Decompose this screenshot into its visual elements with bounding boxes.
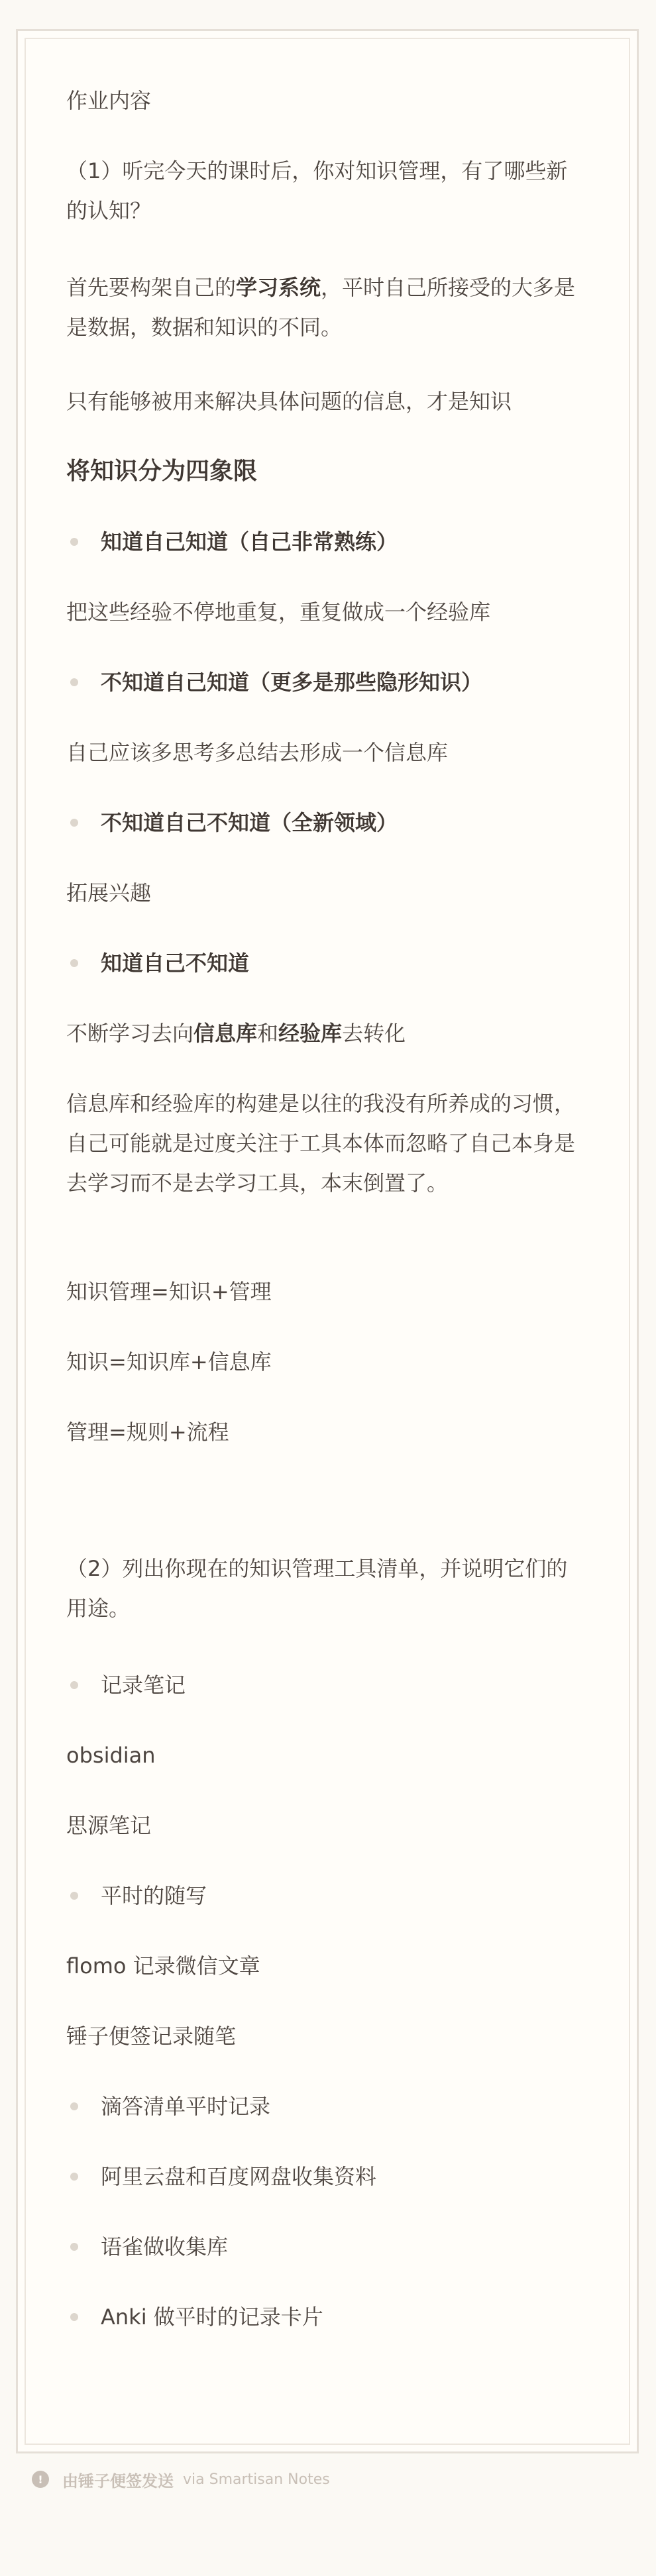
- footer-sub: via Smartisan Notes: [183, 2471, 330, 2488]
- bullet-anki: Anki 做平时的记录卡片: [101, 2304, 323, 2330]
- bullet-ticktick: 滴答清单平时记录: [101, 2094, 271, 2119]
- bullet-item: [66, 1665, 583, 1705]
- bullet-dot-icon: [70, 2313, 78, 2321]
- bullet-item: [66, 2297, 583, 2337]
- bullet-record-notes: 记录笔记: [101, 1673, 186, 1698]
- bullet-dot-icon: [70, 819, 78, 827]
- paragraph-reflection: 信息库和经验库的构建是以往的我没有所养成的习惯，自己可能就是过度关注于工具本体而忽略了自己本身是去学习而不是去学习工具，本末倒置了。: [66, 1091, 576, 1196]
- formula-management: 管理=规则+流程: [66, 1419, 229, 1445]
- text-keep-learning: 不断学习去向信息库和经验库去转化: [66, 1021, 406, 1046]
- bullet-unknown-unknown: 不知道自己不知道（全新领域）: [101, 810, 398, 835]
- tool-siyuan: 思源笔记: [66, 1813, 152, 1838]
- bullet-dot-icon: [70, 959, 78, 967]
- bullet-know-know: 知道自己知道（自己非常熟练）: [101, 529, 398, 554]
- bullet-dot-icon: [70, 1681, 78, 1689]
- bullet-daily-writing: 平时的随写: [101, 1883, 207, 1908]
- footer: [32, 2466, 330, 2493]
- bullet-cloud-drive: 阿里云盘和百度网盘收集资料: [101, 2164, 377, 2189]
- bullet-dot-icon: [70, 1892, 78, 1900]
- tool-obsidian: obsidian: [66, 1743, 156, 1768]
- tool-flomo: flomo 记录微信文章: [66, 1953, 260, 1979]
- bullet-dot-icon: [70, 538, 78, 546]
- bullet-item: [66, 803, 583, 843]
- bullet-item: [66, 522, 583, 562]
- bullet-item: [66, 943, 583, 983]
- text-experience-repeat: 把这些经验不停地重复，重复做成一个经验库: [66, 599, 491, 625]
- bullet-item: [66, 2087, 583, 2126]
- text-info-library: 自己应该多思考多总结去形成一个信息库: [66, 740, 449, 765]
- paragraph-learning-system: 首先要构架自己的学习系统，平时自己所接受的大多是是数据，数据和知识的不同。: [66, 275, 576, 340]
- bullet-item: [66, 2157, 583, 2196]
- tool-smartisan: 锤子便签记录随笔: [66, 2024, 237, 2049]
- text-expand-interest: 拓展兴趣: [66, 880, 152, 905]
- smartisan-logo-icon: !: [32, 2471, 49, 2488]
- bullet-item: [66, 1876, 583, 1916]
- question-1: （1）听完今天的课时后，你对知识管理，有了哪些新的认知？: [66, 158, 568, 223]
- paragraph-knowledge-definition: 只有能够被用来解决具体问题的信息，才是知识: [66, 389, 512, 414]
- bullet-dot-icon: [70, 2173, 78, 2181]
- note-title: 作业内容: [66, 88, 152, 113]
- question-2: （2）列出你现在的知识管理工具清单，并说明它们的用途。: [66, 1556, 568, 1621]
- bullet-item: [66, 2227, 583, 2267]
- bullet-know-unknown: 知道自己不知道: [101, 951, 250, 976]
- bullet-dot-icon: [70, 2102, 78, 2110]
- footer-label: 由锤子便签发送: [62, 2471, 174, 2491]
- formula-knowledge-management: 知识管理=知识+管理: [66, 1279, 272, 1304]
- bullet-dot-icon: [70, 2243, 78, 2251]
- bullet-unknown-know: 不知道自己知道（更多是那些隐形知识）: [101, 670, 483, 695]
- heading-four-quadrants: 将知识分为四象限: [66, 458, 258, 485]
- bold-learning-system: 学习系统: [236, 275, 321, 300]
- bullet-item: [66, 662, 583, 702]
- bullet-yuque: 语雀做收集库: [101, 2234, 229, 2259]
- bullet-dot-icon: [70, 678, 78, 686]
- formula-knowledge: 知识=知识库+信息库: [66, 1349, 272, 1374]
